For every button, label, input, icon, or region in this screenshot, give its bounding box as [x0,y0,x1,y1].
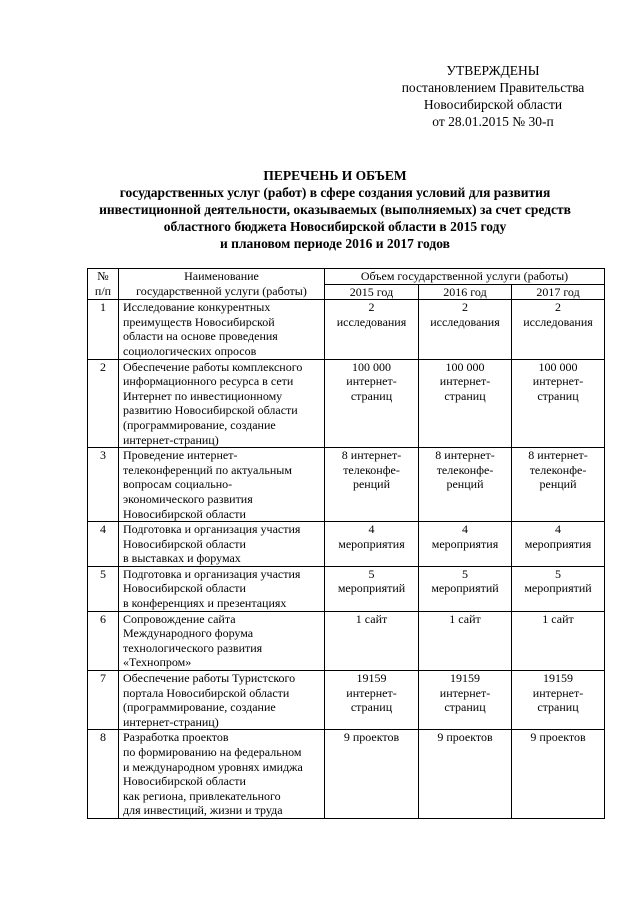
header-name: Наименование государственной услуги (работы) [119,269,325,300]
services-table [87,268,605,819]
row-name: Обеспечение работы комплексного информационного ресурса в сети Интернет по инвестиционному развитию Новосибирской области (программирование, создание интернет-страниц) [119,359,325,448]
row-num: 1 [88,300,119,359]
row-num: 6 [88,611,119,670]
header-year: 2017 год [512,284,605,300]
row-value-2017: 8 интернет- телеконфе- ренций [512,448,605,522]
approval-date: от 28.01.2015 № 30-п [432,114,554,129]
table-row [88,671,605,730]
table-row [88,359,605,448]
row-value-2015: 9 проектов [325,730,419,819]
row-num: 3 [88,448,119,522]
row-value-2017: 4 мероприятия [512,522,605,567]
row-value-2017: 19159 интернет- страниц [512,671,605,730]
row-value-2016: 5 мероприятий [419,566,512,611]
row-value-2015: 1 сайт [325,611,419,670]
row-num: 7 [88,671,119,730]
approval-line: постановлением Правительства [401,80,585,95]
title-line: и плановом периоде 2016 и 2017 годов [220,236,450,251]
row-name: Подготовка и организация участия Новосибирской области в конференциях и презентациях [119,566,325,611]
title-line: ПЕРЕЧЕНЬ И ОБЪЕМ [263,168,407,183]
row-num: 5 [88,566,119,611]
row-num: 2 [88,359,119,448]
table-row [88,566,605,611]
row-name: Обеспечение работы Туристского портала Новосибирской области (программирование, создание интернет-страниц) [119,671,325,730]
row-num: 8 [88,730,119,819]
title-line: областного бюджета Новосибирской области в 2015 году [163,219,507,234]
row-value-2016: 9 проектов [419,730,512,819]
header-year: 2016 год [419,284,512,300]
table-row [88,730,605,819]
row-value-2015: 5 мероприятий [325,566,419,611]
row-name: Исследование конкурентных преимуществ Новосибирской области на основе проведения социологических опросов [119,300,325,359]
row-value-2016: 19159 интернет- страниц [419,671,512,730]
approval-heading: УТВЕРЖДЕНЫ [446,63,540,78]
row-name: Разработка проектов по формированию на федеральном и международном уровнях имиджа Новосибирской области как региона, привлекательного для инвестиций, жизни и труда [119,730,325,819]
row-value-2017: 9 проектов [512,730,605,819]
header-year: 2015 год [325,284,419,300]
row-value-2017: 2 исследования [512,300,605,359]
row-value-2015: 19159 интернет- страниц [325,671,419,730]
header-volume: Объем государственной услуги (работы) [325,269,605,285]
table-row [88,611,605,670]
row-value-2016: 4 мероприятия [419,522,512,567]
row-value-2017: 5 мероприятий [512,566,605,611]
row-value-2016: 1 сайт [419,611,512,670]
row-value-2015: 4 мероприятия [325,522,419,567]
row-value-2015: 8 интернет- телеконфе- ренций [325,448,419,522]
approval-block [388,62,598,130]
row-value-2015: 2 исследования [325,300,419,359]
row-value-2016: 8 интернет- телеконфе- ренций [419,448,512,522]
table-header-row [88,269,605,285]
row-value-2015: 100 000 интернет- страниц [325,359,419,448]
table-row [88,300,605,359]
table-row [88,522,605,567]
title-line: инвестиционной деятельности, оказываемых (выполняемых) за счет средств [99,202,571,217]
row-num: 4 [88,522,119,567]
row-value-2017: 100 000 интернет- страниц [512,359,605,448]
approval-line: Новосибирской области [423,97,563,112]
row-name: Проведение интернет- телеконференций по актуальным вопросам социально- экономического развития Новосибирской области [119,448,325,522]
row-value-2016: 2 исследования [419,300,512,359]
row-name: Сопровождение сайта Международного форума технологического развития «Технопром» [119,611,325,670]
row-name: Подготовка и организация участия Новосибирской области в выставках и форумах [119,522,325,567]
table-row [88,448,605,522]
title-line: государственных услуг (работ) в сфере создания условий для развития [119,185,551,200]
header-num: № п/п [88,269,119,300]
document-title [60,167,610,252]
row-value-2016: 100 000 интернет- страниц [419,359,512,448]
row-value-2017: 1 сайт [512,611,605,670]
